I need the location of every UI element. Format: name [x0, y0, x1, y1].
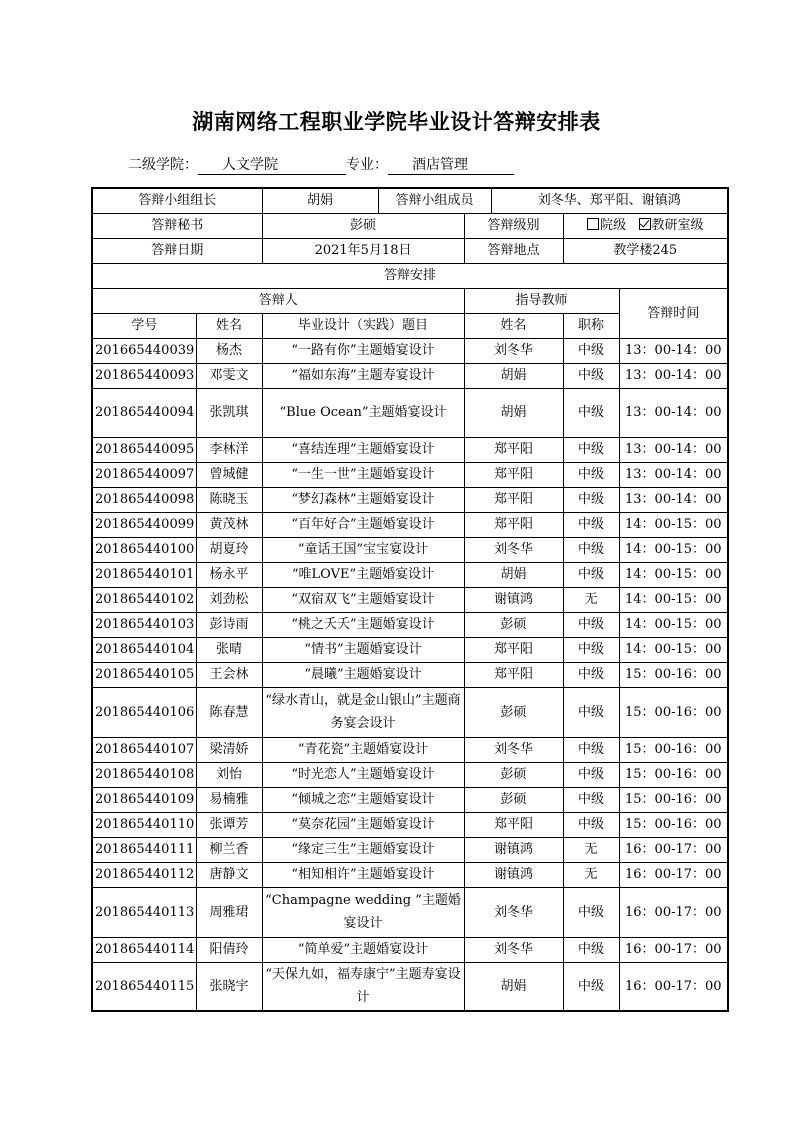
advisor-title-cell: 中级: [563, 687, 619, 737]
topic-cell: “童话王国”宝宝宴设计: [262, 537, 464, 562]
members-value: 刘冬华、郑平阳、谢镇鸿: [491, 188, 728, 213]
advisor-name-cell: 彭硕: [464, 687, 563, 737]
topic-cell: “缘定三生”主题婚宴设计: [262, 837, 464, 862]
topic-cell: “情书”主题婚宴设计: [262, 637, 464, 662]
date-label: 答辩日期: [92, 238, 262, 263]
topic-cell: “Blue Ocean”主题婚宴设计: [262, 388, 464, 437]
advisor-name-cell: 刘冬华: [464, 737, 563, 762]
advisor-title-cell: 无: [563, 862, 619, 887]
topic-cell: “双宿双飞”主题婚宴设计: [262, 587, 464, 612]
advisor-title-cell: 中级: [563, 762, 619, 787]
header-advisor-name: 姓名: [464, 313, 563, 338]
advisor-name-cell: 郑平阳: [464, 487, 563, 512]
info-row-date: [92, 238, 728, 263]
header-topic: 毕业设计（实践）题目: [262, 313, 464, 338]
leader-value: 胡娟: [262, 188, 378, 213]
leader-label: 答辩小组组长: [92, 188, 262, 213]
header-advisor-title: 职称: [563, 313, 619, 338]
student-id-cell: 201865440095: [92, 437, 196, 462]
time-cell: 14：00-15：00: [619, 587, 728, 612]
time-cell: 15：00-16：00: [619, 812, 728, 837]
advisor-title-cell: 中级: [563, 637, 619, 662]
college-level-label: 院级: [600, 218, 627, 233]
page-title: 湖南网络工程职业学院毕业设计答辩安排表: [192, 110, 601, 134]
advisor-title-cell: 中级: [563, 887, 619, 937]
time-cell: 15：00-16：00: [619, 687, 728, 737]
topic-cell: “晨曦”主题婚宴设计: [262, 662, 464, 687]
table-row: [92, 487, 728, 512]
time-cell: 16：00-17：00: [619, 937, 728, 962]
advisor-name-cell: 胡娟: [464, 962, 563, 1011]
advisor-title-cell: 无: [563, 587, 619, 612]
defense-schedule-table: [91, 187, 729, 1012]
advisor-name-cell: 彭硕: [464, 762, 563, 787]
student-id-cell: 201865440100: [92, 537, 196, 562]
advisor-title-cell: 中级: [563, 437, 619, 462]
topic-cell: “时光恋人”主题婚宴设计: [262, 762, 464, 787]
level-label: 答辩级别: [464, 213, 563, 238]
time-cell: 13：00-14：00: [619, 363, 728, 388]
date-value: 2021年5月18日: [262, 238, 464, 263]
college-level-checkbox[interactable]: [587, 218, 599, 230]
student-id-cell: 201865440106: [92, 687, 196, 737]
header-time: 答辩时间: [619, 288, 728, 338]
student-name-cell: 杨杰: [196, 338, 262, 363]
student-id-cell: 201865440111: [92, 837, 196, 862]
table-row: [92, 637, 728, 662]
topic-cell: “倾城之恋”主题婚宴设计: [262, 787, 464, 812]
student-name-cell: 邓雯文: [196, 363, 262, 388]
college-value: 人文学院: [198, 157, 346, 175]
topic-cell: “福如东海”主题寿宴设计: [262, 363, 464, 388]
header-student-id: 学号: [92, 313, 196, 338]
advisor-title-cell: 中级: [563, 363, 619, 388]
secretary-label: 答辩秘书: [92, 213, 262, 238]
table-row: [92, 762, 728, 787]
table-row: [92, 587, 728, 612]
place-label: 答辩地点: [464, 238, 563, 263]
advisor-title-cell: 中级: [563, 462, 619, 487]
student-id-cell: 201865440112: [92, 862, 196, 887]
time-cell: 16：00-17：00: [619, 962, 728, 1011]
student-id-cell: 201865440105: [92, 662, 196, 687]
student-id-cell: 201865440115: [92, 962, 196, 1011]
student-name-cell: 王会林: [196, 662, 262, 687]
college-label: 二级学院：: [128, 157, 198, 173]
table-row: [92, 388, 728, 437]
student-name-cell: 张凯琪: [196, 388, 262, 437]
table-row: [92, 662, 728, 687]
student-id-cell: 201865440108: [92, 762, 196, 787]
advisor-title-cell: 无: [563, 837, 619, 862]
table-row: [92, 537, 728, 562]
info-row-leader: [92, 188, 728, 213]
advisor-name-cell: 谢镇鸿: [464, 587, 563, 612]
advisor-title-cell: 中级: [563, 338, 619, 363]
student-id-cell: 201865440109: [92, 787, 196, 812]
time-cell: 15：00-16：00: [619, 762, 728, 787]
time-cell: 14：00-15：00: [619, 562, 728, 587]
time-cell: 15：00-16：00: [619, 787, 728, 812]
table-row: [92, 687, 728, 737]
table-row: [92, 887, 728, 937]
student-name-cell: 易楠雅: [196, 787, 262, 812]
time-cell: 14：00-15：00: [619, 537, 728, 562]
table-row: [92, 937, 728, 962]
time-cell: 15：00-16：00: [619, 662, 728, 687]
topic-cell: “Champagne wedding ”主题婚宴设计: [262, 887, 464, 937]
advisor-title-cell: 中级: [563, 512, 619, 537]
topic-cell: “梦幻森林”主题婚宴设计: [262, 487, 464, 512]
topic-cell: “一路有你”主题婚宴设计: [262, 338, 464, 363]
secretary-value: 彭硕: [262, 213, 464, 238]
student-name-cell: 张晴: [196, 637, 262, 662]
section-title-row: [92, 263, 728, 288]
advisor-title-cell: 中级: [563, 737, 619, 762]
time-cell: 13：00-14：00: [619, 388, 728, 437]
topic-cell: “喜结连理”主题婚宴设计: [262, 437, 464, 462]
advisor-name-cell: 谢镇鸿: [464, 862, 563, 887]
major-label: 专业：: [346, 157, 388, 173]
topic-cell: “简单爱”主题婚宴设计: [262, 937, 464, 962]
topic-cell: “一生一世”主题婚宴设计: [262, 462, 464, 487]
table-row: [92, 812, 728, 837]
time-cell: 16：00-17：00: [619, 837, 728, 862]
advisor-name-cell: 刘冬华: [464, 887, 563, 937]
advisor-title-cell: 中级: [563, 787, 619, 812]
advisor-title-cell: 中级: [563, 487, 619, 512]
student-name-cell: 刘怡: [196, 762, 262, 787]
student-id-cell: 201865440110: [92, 812, 196, 837]
advisor-name-cell: 郑平阳: [464, 637, 563, 662]
student-id-cell: 201865440098: [92, 487, 196, 512]
level-options: [563, 213, 728, 238]
time-cell: 16：00-17：00: [619, 862, 728, 887]
topic-cell: “百年好合”主题婚宴设计: [262, 512, 464, 537]
table-row: [92, 437, 728, 462]
advisor-title-cell: 中级: [563, 562, 619, 587]
student-id-cell: 201865440102: [92, 587, 196, 612]
student-name-cell: 陈春慧: [196, 687, 262, 737]
topic-cell: “青花瓷”主题婚宴设计: [262, 737, 464, 762]
table-row: [92, 363, 728, 388]
place-value: 教学楼245: [563, 238, 728, 263]
student-name-cell: 曾城健: [196, 462, 262, 487]
topic-cell: “相知相许”主题婚宴设计: [262, 862, 464, 887]
student-id-cell: 201865440099: [92, 512, 196, 537]
advisor-name-cell: 郑平阳: [464, 512, 563, 537]
student-name-cell: 刘劲松: [196, 587, 262, 612]
advisor-title-cell: 中级: [563, 612, 619, 637]
department-level-checkbox[interactable]: [639, 218, 651, 230]
department-level-label: 教研室级: [651, 218, 704, 233]
student-id-cell: 201865440114: [92, 937, 196, 962]
advisor-name-cell: 胡娟: [464, 388, 563, 437]
student-id-cell: 201865440101: [92, 562, 196, 587]
advisor-name-cell: 彭硕: [464, 612, 563, 637]
student-name-cell: 黄茂林: [196, 512, 262, 537]
student-name-cell: 梁清娇: [196, 737, 262, 762]
student-id-cell: 201865440104: [92, 637, 196, 662]
advisor-name-cell: 胡娟: [464, 562, 563, 587]
advisor-title-cell: 中级: [563, 662, 619, 687]
student-name-cell: 张晓宇: [196, 962, 262, 1011]
table-row: [92, 787, 728, 812]
table-row: [92, 862, 728, 887]
header-defender: 答辩人: [92, 288, 464, 313]
advisor-name-cell: 郑平阳: [464, 812, 563, 837]
info-row-secretary: [92, 213, 728, 238]
student-name-cell: 柳兰香: [196, 837, 262, 862]
advisor-name-cell: 郑平阳: [464, 437, 563, 462]
major-value: 酒店管理: [388, 157, 514, 175]
student-name-cell: 陈晓玉: [196, 487, 262, 512]
student-id-cell: 201865440107: [92, 737, 196, 762]
advisor-name-cell: 刘冬华: [464, 338, 563, 363]
table-row: [92, 338, 728, 363]
student-name-cell: 杨永平: [196, 562, 262, 587]
table-row: [92, 837, 728, 862]
subheading: [128, 154, 514, 175]
time-cell: 13：00-14：00: [619, 437, 728, 462]
table-row: [92, 462, 728, 487]
table-row: [92, 562, 728, 587]
table-row: [92, 737, 728, 762]
table-row: [92, 612, 728, 637]
student-id-cell: 201865440103: [92, 612, 196, 637]
student-id-cell: 201865440097: [92, 462, 196, 487]
time-cell: 13：00-14：00: [619, 487, 728, 512]
student-name-cell: 胡夏玲: [196, 537, 262, 562]
schedule-rows: [92, 338, 728, 1011]
advisor-title-cell: 中级: [563, 812, 619, 837]
topic-cell: “唯LOVE”主题婚宴设计: [262, 562, 464, 587]
topic-cell: “绿水青山，就是金山银山”主题商务宴会设计: [262, 687, 464, 737]
time-cell: 16：00-17：00: [619, 887, 728, 937]
advisor-name-cell: 彭硕: [464, 787, 563, 812]
student-id-cell: 201865440093: [92, 363, 196, 388]
time-cell: 14：00-15：00: [619, 612, 728, 637]
time-cell: 13：00-14：00: [619, 462, 728, 487]
student-name-cell: 唐静文: [196, 862, 262, 887]
student-name-cell: 张谭芳: [196, 812, 262, 837]
advisor-name-cell: 刘冬华: [464, 537, 563, 562]
advisor-name-cell: 郑平阳: [464, 662, 563, 687]
table-row: [92, 962, 728, 1011]
advisor-title-cell: 中级: [563, 388, 619, 437]
student-id-cell: 201665440039: [92, 338, 196, 363]
header-row-1: [92, 288, 728, 313]
table-row: [92, 512, 728, 537]
topic-cell: “莫奈花园”主题婚宴设计: [262, 812, 464, 837]
advisor-name-cell: 刘冬华: [464, 937, 563, 962]
header-name: 姓名: [196, 313, 262, 338]
student-name-cell: 周雅珺: [196, 887, 262, 937]
time-cell: 15：00-16：00: [619, 737, 728, 762]
time-cell: 14：00-15：00: [619, 637, 728, 662]
time-cell: 13：00-14：00: [619, 338, 728, 363]
student-name-cell: 彭诗雨: [196, 612, 262, 637]
advisor-name-cell: 谢镇鸿: [464, 837, 563, 862]
time-cell: 14：00-15：00: [619, 512, 728, 537]
advisor-name-cell: 胡娟: [464, 363, 563, 388]
topic-cell: “天保九如，福寿康宁”主题寿宴设计: [262, 962, 464, 1011]
advisor-title-cell: 中级: [563, 937, 619, 962]
advisor-title-cell: 中级: [563, 537, 619, 562]
section-title: 答辩安排: [92, 263, 728, 288]
student-id-cell: 201865440113: [92, 887, 196, 937]
student-name-cell: 李林洋: [196, 437, 262, 462]
topic-cell: “桃之夭夭”主题婚宴设计: [262, 612, 464, 637]
student-name-cell: 阳倩玲: [196, 937, 262, 962]
advisor-title-cell: 中级: [563, 962, 619, 1011]
members-label: 答辩小组成员: [378, 188, 491, 213]
student-id-cell: 201865440094: [92, 388, 196, 437]
advisor-name-cell: 郑平阳: [464, 462, 563, 487]
header-advisor: 指导教师: [464, 288, 619, 313]
